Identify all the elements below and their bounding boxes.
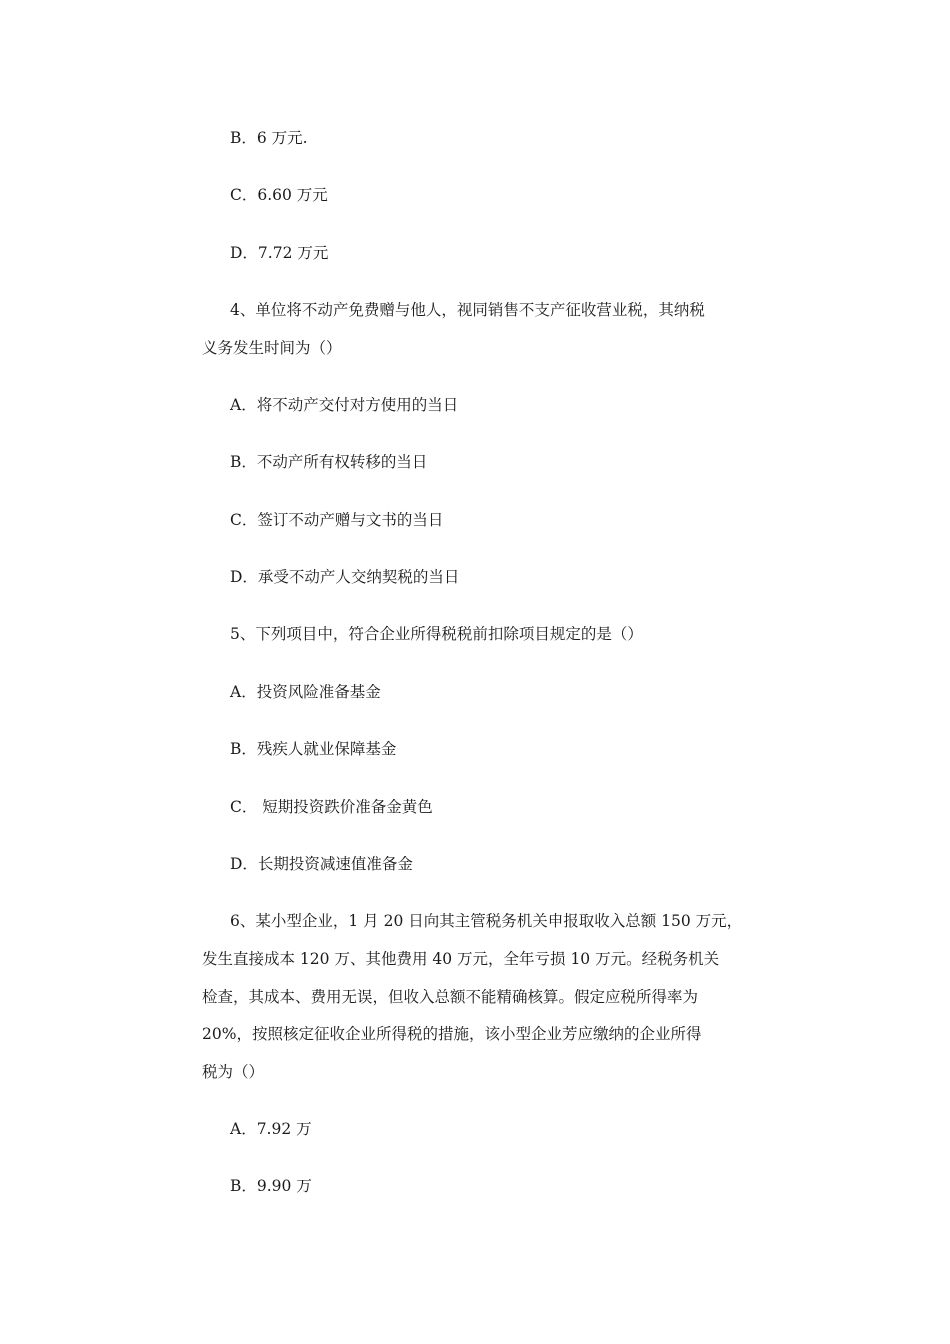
q6-stem-line-2: 发生直接成本 120 万、其他费用 40 万元，全年亏损 10 万元。经税务机关	[202, 950, 720, 968]
q5-option-d: D．长期投资减速值准备金	[230, 855, 413, 873]
q6-stem-line-1: 6、某小型企业，1 月 20 日向其主管税务机关申报取收入总额 150 万元，	[230, 912, 743, 930]
q6-option-b: B．9.90 万	[230, 1177, 312, 1195]
q3-option-d: D．7.72 万元	[230, 244, 329, 262]
q4-option-a: A．将不动产交付对方使用的当日	[230, 396, 459, 414]
q5-option-a: A．投资风险准备基金	[230, 683, 381, 701]
q6-stem-line-5: 税为（）	[202, 1063, 265, 1081]
q4-option-d: D．承受不动产人交纳契税的当日	[230, 568, 460, 586]
q6-option-a: A．7.92 万	[230, 1120, 312, 1138]
q4-option-c: C．签订不动产赠与文书的当日	[230, 511, 444, 529]
q3-option-b: B．6 万元.	[230, 129, 308, 147]
q4-option-b: B．不动产所有权转移的当日	[230, 453, 428, 471]
q4-stem-line-2: 义务发生时间为（）	[202, 339, 342, 357]
q5-stem: 5、下列项目中，符合企业所得税税前扣除项目规定的是（）	[230, 625, 643, 643]
q3-option-c: C．6.60 万元	[230, 186, 328, 204]
q4-stem-line-1: 4、单位将不动产免费赠与他人，视同销售不支产征收营业税，其纳税	[230, 301, 705, 319]
q5-option-c: C． 短期投资跌价准备金黄色	[230, 798, 433, 816]
q6-stem-line-4: 20%，按照核定征收企业所得税的措施，该小型企业芳应缴纳的企业所得	[202, 1025, 702, 1043]
q5-option-b: B．残疾人就业保障基金	[230, 740, 397, 758]
q6-stem-line-3: 检查，其成本、费用无误，但收入总额不能精确核算。假定应税所得率为	[202, 988, 699, 1006]
